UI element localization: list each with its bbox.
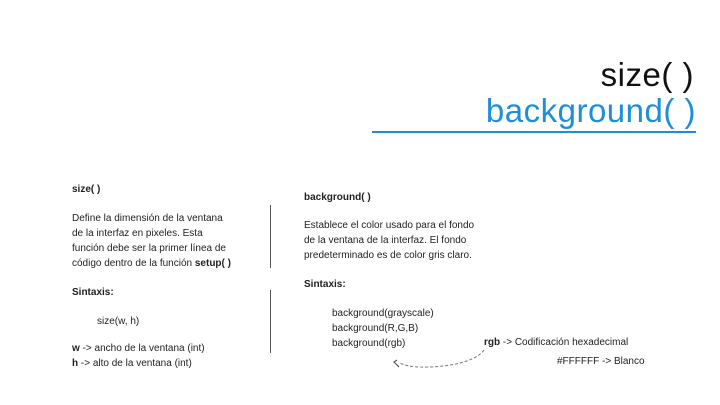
divider-bottom xyxy=(270,290,271,353)
syntax-rgb: background(rgb) xyxy=(332,338,406,349)
left-description xyxy=(72,211,244,271)
syntax-grayscale: background(grayscale) xyxy=(332,308,434,319)
param-text: ancho de la ventana (int) xyxy=(94,343,205,354)
setup-keyword: setup( ) xyxy=(194,258,231,269)
param-text: alto de la ventana (int) xyxy=(92,358,192,369)
param-arrow: -> xyxy=(79,343,95,354)
divider-top xyxy=(270,205,271,268)
title-underline xyxy=(372,131,696,133)
right-description-line: predeterminado es de color gris claro. xyxy=(304,250,472,261)
left-syntax-example: size(w, h) xyxy=(97,316,140,327)
left-description-line: Define la dimensión de la ventana xyxy=(72,213,223,224)
param-w xyxy=(72,341,205,356)
right-description xyxy=(304,218,504,263)
title-background: background( ) xyxy=(485,92,696,129)
hex-example: #FFFFFF -> Blanco xyxy=(557,356,645,367)
param-name: w xyxy=(72,343,80,354)
hex-note-keyword: rgb xyxy=(484,337,501,348)
right-syntax-heading: Sintaxis: xyxy=(304,279,346,290)
param-name: h xyxy=(72,358,79,369)
left-description-text: código dentro de la función xyxy=(72,258,195,269)
left-description-line xyxy=(72,256,244,271)
param-h xyxy=(72,356,205,371)
syntax-rgb-components: background(R,G,B) xyxy=(332,323,419,334)
curved-arrow-icon xyxy=(380,338,490,378)
title-size: size( ) xyxy=(600,56,694,93)
left-description-line: de la interfaz en pixeles. Esta xyxy=(72,228,203,239)
left-param-list xyxy=(72,341,205,371)
right-description-line: de la ventana de la interfaz. El fondo xyxy=(304,235,467,246)
param-arrow: -> xyxy=(78,358,93,369)
hex-note-text: -> Codificación hexadecimal xyxy=(500,337,629,348)
left-syntax-heading: Sintaxis: xyxy=(72,287,114,298)
right-description-line: Establece el color usado para el fondo xyxy=(304,220,475,231)
right-heading: background( ) xyxy=(304,192,371,203)
left-heading: size( ) xyxy=(72,184,101,195)
hex-note xyxy=(484,335,628,350)
left-description-line: función debe ser la primer línea de xyxy=(72,243,226,254)
